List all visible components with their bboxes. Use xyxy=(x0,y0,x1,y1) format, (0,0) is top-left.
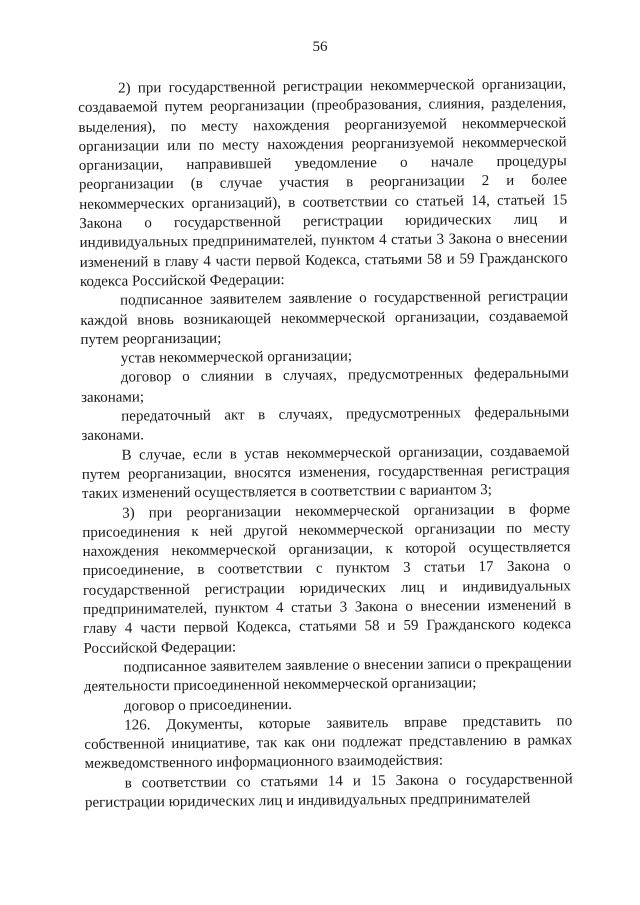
page-number: 56 xyxy=(312,39,328,55)
paragraph-reorganization-registration: 2) при государственной регистрации некоммерческой организации, создаваемой путем реорганизации (преобразования, слияния, разделения, выделения), по месту нахождения реорганизуемой некоммерческой организации или по месту нахождения реорганизуемой некоммерческой организации, направившей уведомление о начале процедуры реорганизации (в случае участия в реорганизации 2 и более некоммерческих организаций), в соответствии со статьей 14, статьей 15 Закона о государственной регистрации юридических лиц и индивидуальных предпринимателей, пунктом 4 статьи 3 Закона о внесении изменений в главу 4 части первой Кодекса, статьями 58 и 59 Гражданского кодекса Российской Федерации: xyxy=(78,76,568,290)
paragraph-transfer-act: передаточный акт в случаях, предусмотренных федеральными законами. xyxy=(81,404,570,445)
paragraph-merger-agreement: договор о слиянии в случаях, предусмотренных федеральными законами; xyxy=(80,365,569,406)
paragraph-charter-changes: В случае, если в устав некоммерческой организации, создаваемой путем реорганизации, вносятся изменения, государственная регистрация таких изменений осуществляется в соответствии с вариантом 3; xyxy=(81,442,570,503)
paragraph-charter: устав некоммерческой организации; xyxy=(120,348,353,367)
paragraph-termination-application: подписанное заявителем заявление о внесении записи о прекращении деятельности присоединенной некоммерческой организации; xyxy=(83,655,572,696)
paragraph-item-126: 126. Документы, которые заявитель вправе представить по собственной инициативе, так как они подлежат представлению в рамках межведомственного информационного взаимодействия: xyxy=(84,713,573,773)
paragraph-accession-agreement: договор о присоединении. xyxy=(123,696,293,715)
paragraph-signed-application: подписанное заявителем заявление о государственной регистрации каждой вновь возникающей некоммерческой организации, создаваемой путем реорганизации; xyxy=(80,288,569,348)
document-body xyxy=(78,75,573,813)
paragraph-articles-14-15: в соответствии со статьями 14 и 15 Закона о государственной регистрации юридических лиц и индивидуальных предпринимателей xyxy=(84,770,573,811)
paragraph-accession: 3) при реорганизации некоммерческой организации в форме присоединения к ней другой некоммерческой организации по месту нахождения некоммерческой организации, к которой осуществляется присоединение, в соответствии с пунктом 3 статьи 17 Закона о государственной регистрации юридических лиц и индивидуальных предпринимателей, пунктом 4 статьи 3 Закона о внесении изменений в главу 4 части первой Кодекса, статьями 58 и 59 Гражданского кодекса Российской Федерации: xyxy=(82,500,572,657)
